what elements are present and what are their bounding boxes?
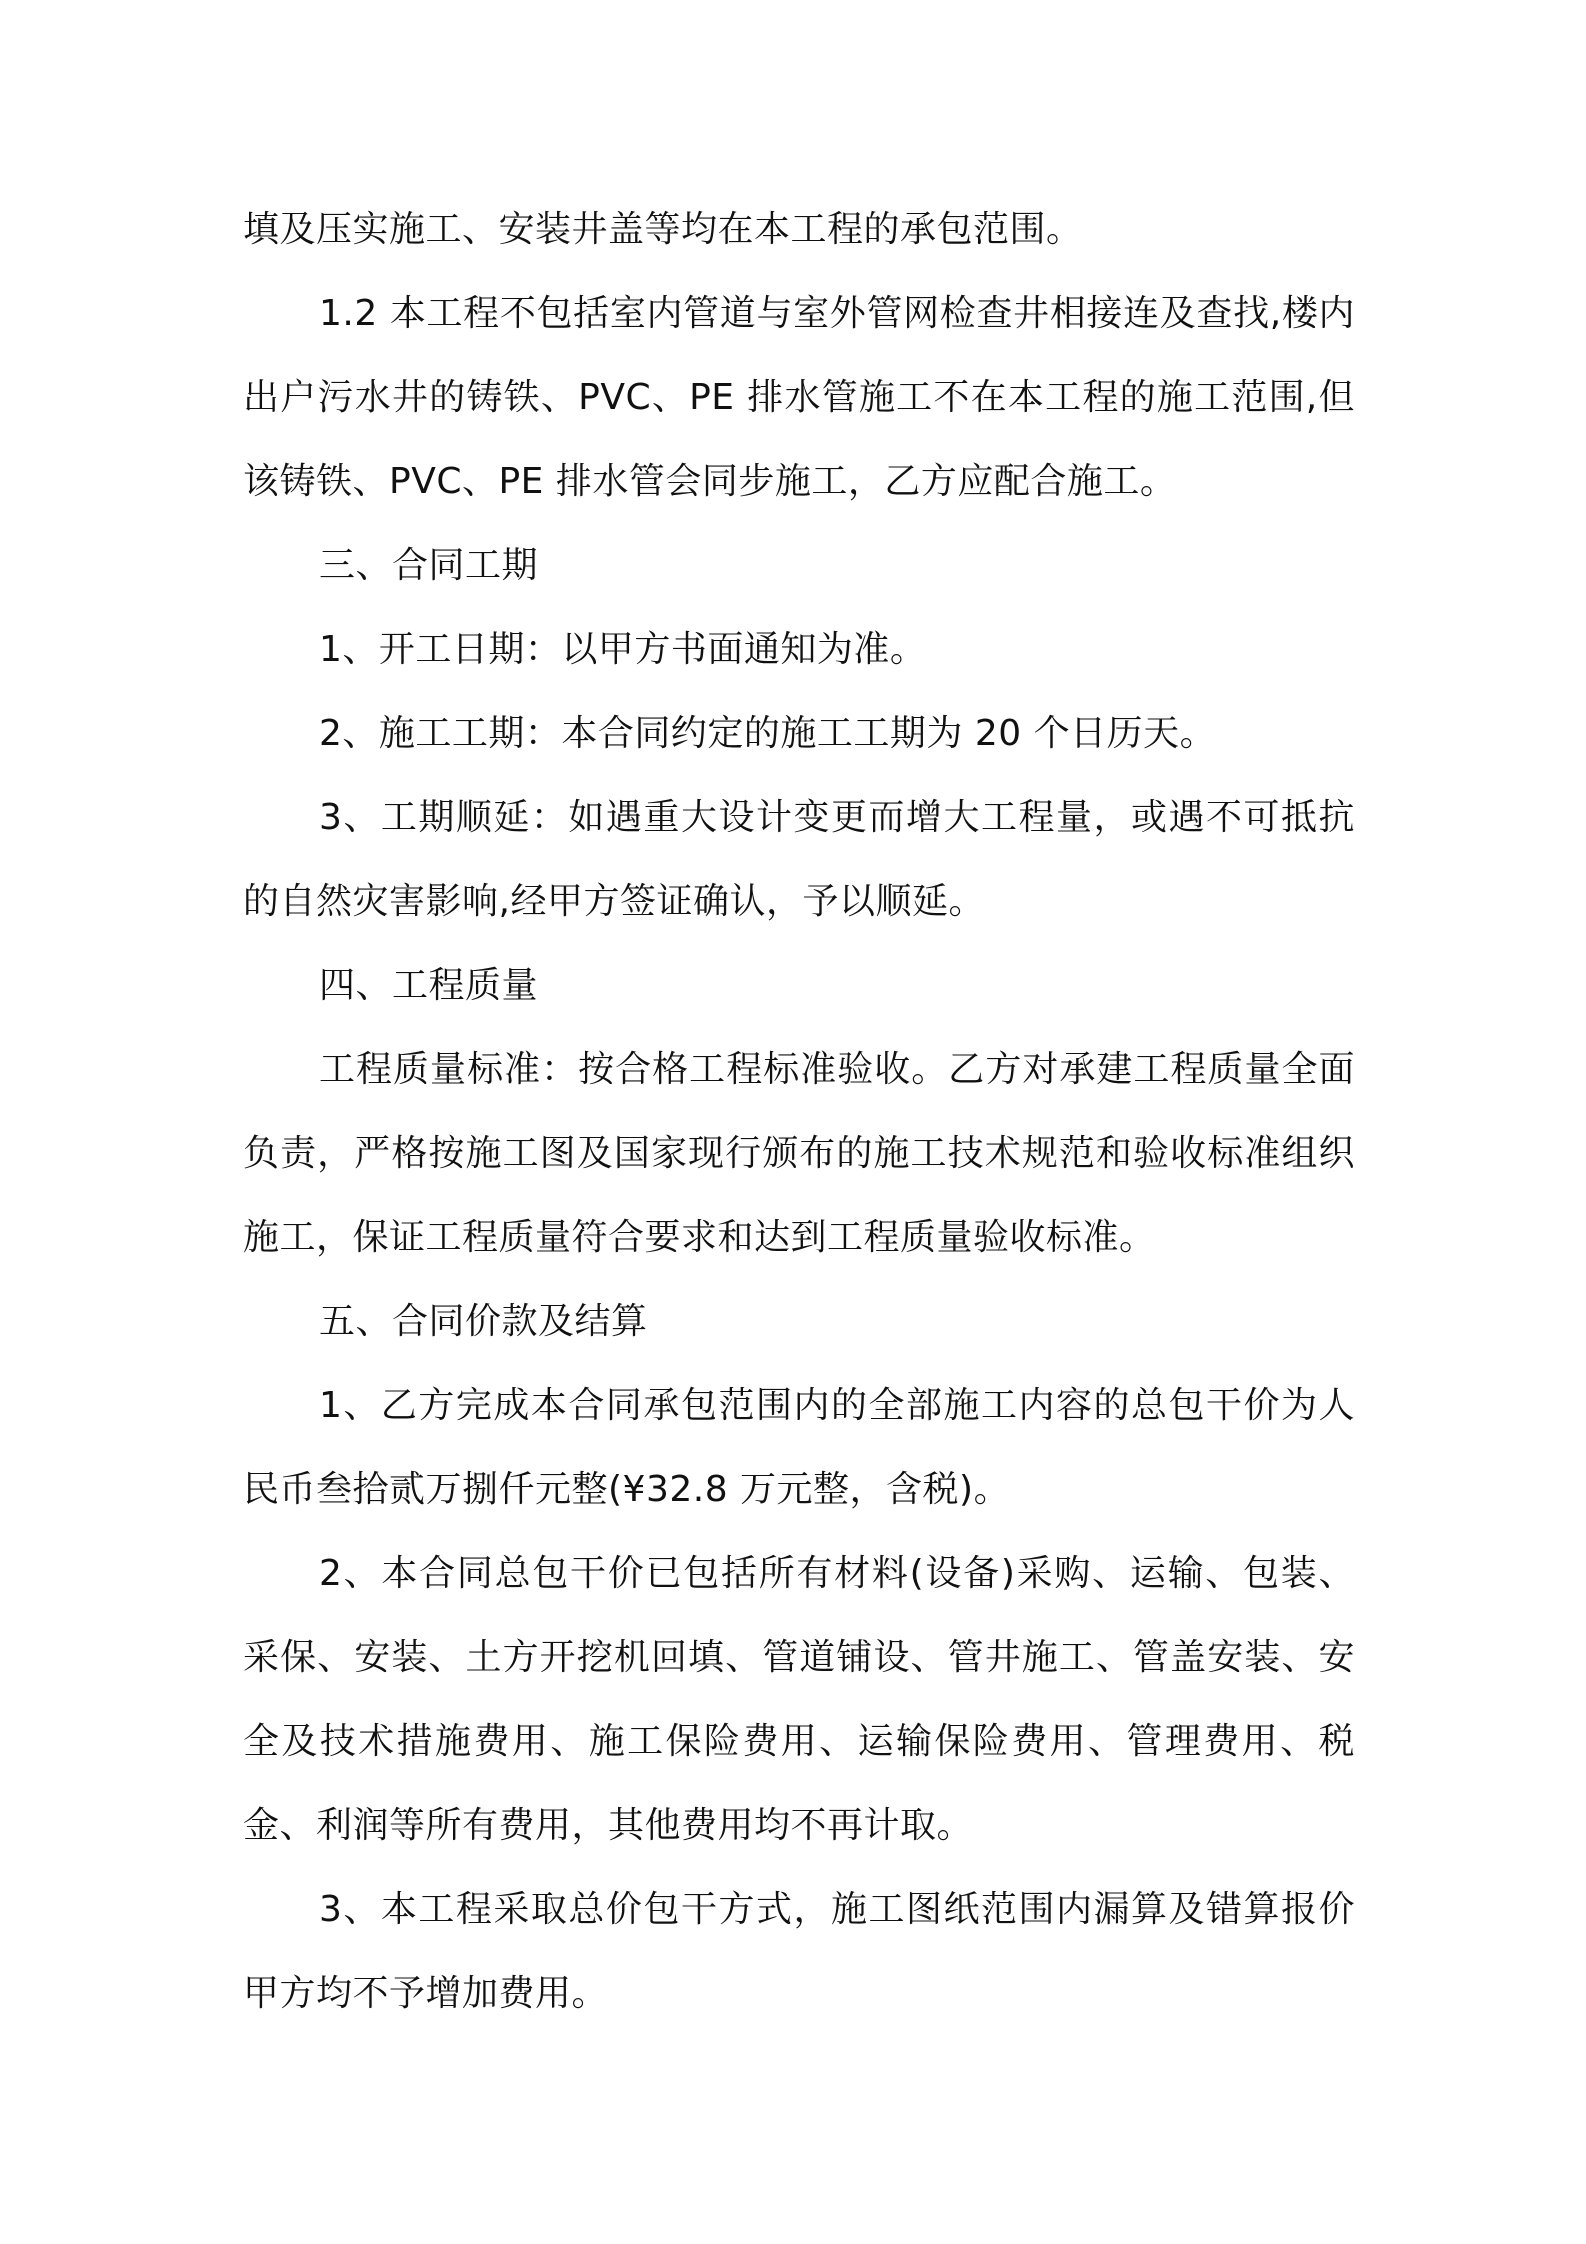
paragraph-start-date: 1、开工日期：以甲方书面通知为准。 bbox=[319, 629, 927, 670]
paragraph-scope-continued: 填及压实施工、安装井盖等均在本工程的承包范围。 bbox=[243, 209, 1083, 250]
paragraph-quality-standard: 工程质量标准：按合格工程标准验收。乙方对承建工程质量全面负责，严格按施工图及国家现行颁布的施工技术规范和验收标准组织施工，保证工程质量符合要求和达到工程质量验收标准。 bbox=[243, 1049, 1355, 1258]
section-heading-price-settlement: 五、合同价款及结算 bbox=[319, 1301, 648, 1342]
paragraph-period-extension: 3、工期顺延：如遇重大设计变更而增大工程量，或遇不可抵抗的自然灾害影响,经甲方签证确认，予以顺延。 bbox=[243, 797, 1355, 922]
paragraph-lump-sum: 3、本工程采取总价包干方式，施工图纸范围内漏算及错算报价甲方均不予增加费用。 bbox=[243, 1889, 1355, 2014]
document-body bbox=[243, 188, 1355, 2036]
section-heading-quality: 四、工程质量 bbox=[319, 965, 539, 1006]
paragraph-total-price: 1、乙方完成本合同承包范围内的全部施工内容的总包干价为人民币叁拾贰万捌仟元整(¥32.8 万元整，含税)。 bbox=[243, 1385, 1355, 1510]
paragraph-scope-1-2: 1.2 本工程不包括室内管道与室外管网检查井相接连及查找,楼内出户污水井的铸铁、PVC、PE 排水管施工不在本工程的施工范围,但该铸铁、PVC、PE 排水管会同步施工，乙方应配合施工。 bbox=[243, 293, 1355, 502]
paragraph-price-inclusions: 2、本合同总包干价已包括所有材料(设备)采购、运输、包装、采保、安装、土方开挖机回填、管道铺设、管井施工、管盖安装、安全及技术措施费用、施工保险费用、运输保险费用、管理费用、税金、利润等所有费用，其他费用均不再计取。 bbox=[243, 1553, 1355, 1846]
section-heading-contract-period: 三、合同工期 bbox=[319, 545, 539, 586]
paragraph-construction-period: 2、施工工期：本合同约定的施工工期为 20 个日历天。 bbox=[319, 713, 1217, 754]
